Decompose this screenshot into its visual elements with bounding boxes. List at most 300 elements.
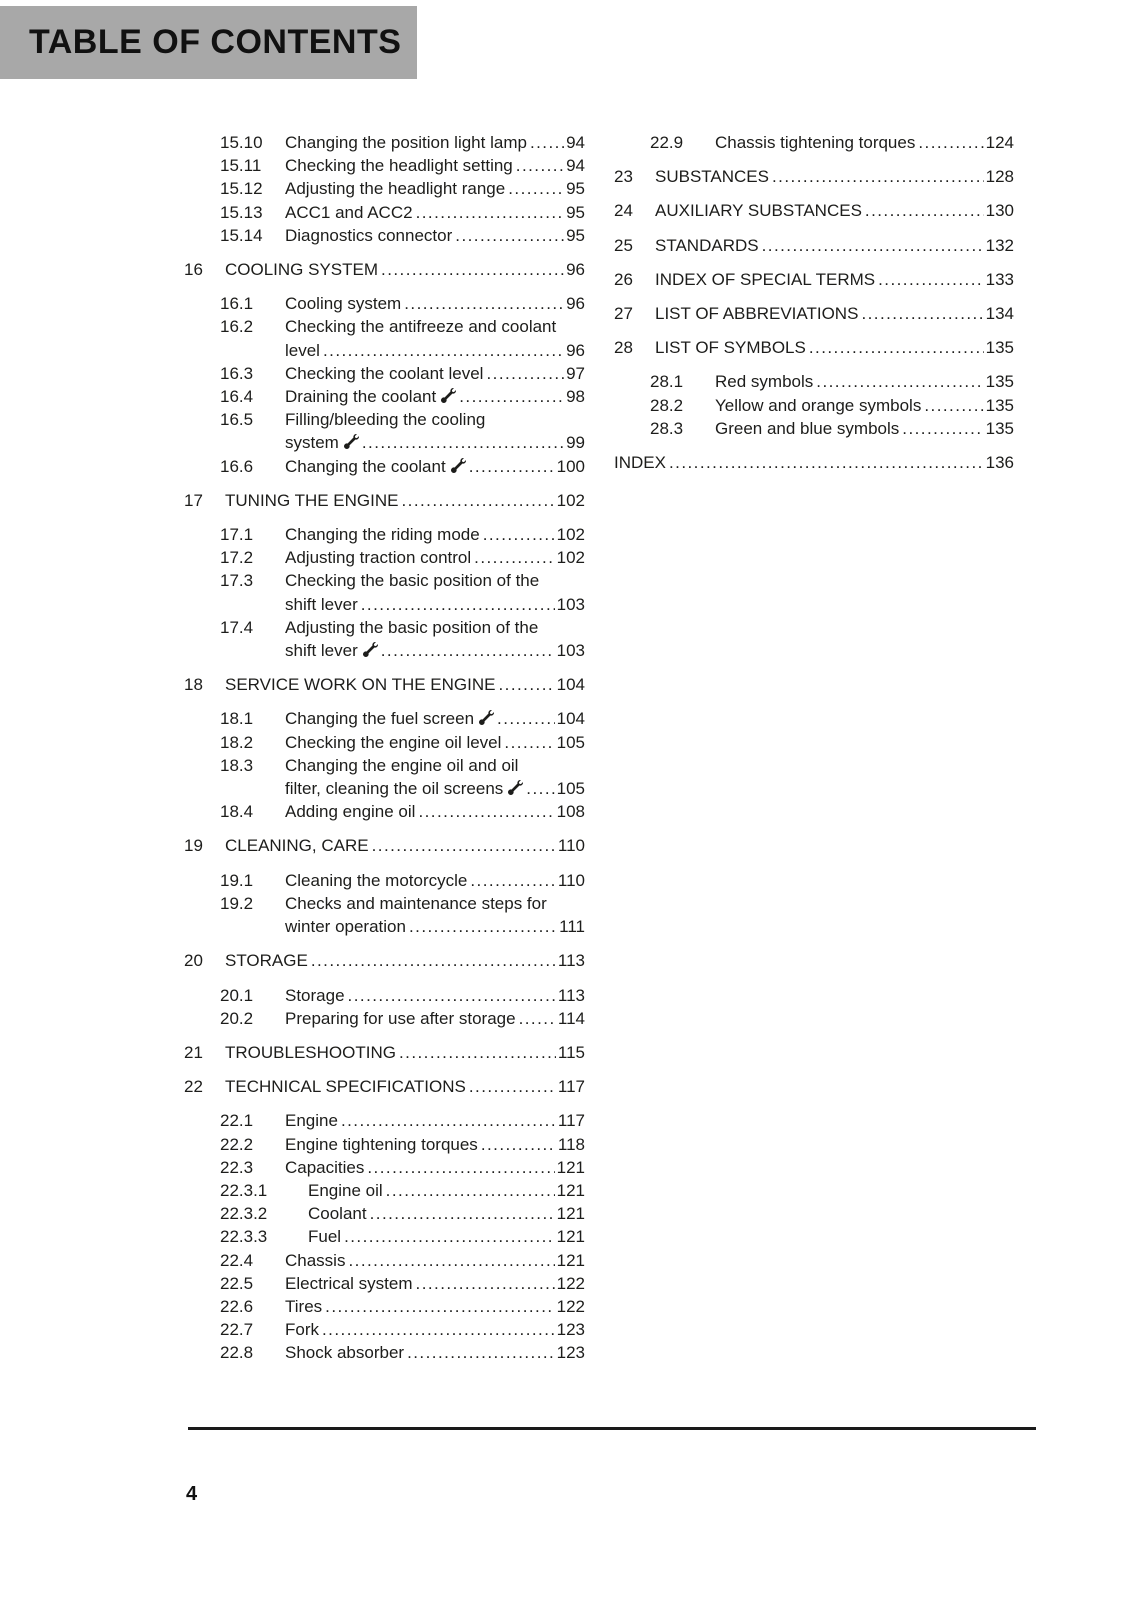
toc-entry-title: Cooling system xyxy=(285,294,402,314)
toc-entry-page: 115 xyxy=(557,1042,585,1062)
toc-entry xyxy=(184,362,585,385)
toc-entry xyxy=(614,370,1014,393)
toc-entry-title: system xyxy=(285,433,339,453)
leader-dots xyxy=(344,1225,555,1248)
toc-entry-page: 110 xyxy=(557,870,585,890)
leader-dots xyxy=(809,336,984,359)
toc-entry-last-line xyxy=(285,131,585,154)
toc-entry-number: 16.4 xyxy=(220,387,254,407)
leader-dots xyxy=(516,154,564,177)
toc-entry-title: winter operation xyxy=(285,917,406,937)
toc-entry-last-line xyxy=(285,777,585,800)
toc-entry-title: Changing the coolant xyxy=(285,456,446,476)
toc-entry xyxy=(184,616,585,662)
leader-dots xyxy=(381,258,564,281)
toc-entry-last-line xyxy=(655,234,1014,257)
leader-dots xyxy=(399,1041,556,1064)
leader-dots xyxy=(322,1318,555,1341)
toc-entry-title: Cleaning the motorcycle xyxy=(285,870,468,890)
toc-entry xyxy=(614,199,1014,222)
toc-entry-number: 28.3 xyxy=(650,418,684,438)
toc-entry-number: 22.3.3 xyxy=(220,1227,268,1247)
leader-dots xyxy=(498,673,554,696)
toc-entry-title-line: Checking the basic position of the xyxy=(285,571,540,591)
toc-entry xyxy=(184,834,585,857)
leader-dots xyxy=(772,165,984,188)
toc-entry-title-line: Filling/bleeding the cooling xyxy=(285,410,486,430)
toc-entry-last-line xyxy=(285,1272,585,1295)
toc-entry-page: 105 xyxy=(556,779,585,799)
toc-entry-number: 17.2 xyxy=(220,548,254,568)
leader-dots xyxy=(504,731,554,754)
toc-left-column xyxy=(184,131,585,1365)
toc-entry xyxy=(184,201,585,224)
toc-entry-title: level xyxy=(285,340,320,360)
toc-entry xyxy=(184,949,585,972)
toc-entry-number: 18.3 xyxy=(220,755,254,775)
toc-entry-page: 105 xyxy=(556,732,585,752)
toc-entry-last-line xyxy=(285,339,585,362)
toc-entry-number: 15.12 xyxy=(220,179,263,199)
toc-entry-number: 17.4 xyxy=(220,617,254,637)
toc-entry-last-line xyxy=(285,1156,585,1179)
leader-dots xyxy=(362,431,564,454)
footer-rule xyxy=(188,1427,1036,1430)
toc-entry-number: 16.3 xyxy=(220,363,254,383)
toc-entry-page: 121 xyxy=(556,1180,585,1200)
toc-entry-title: Fuel xyxy=(308,1227,342,1247)
toc-entry-last-line xyxy=(285,1295,585,1318)
leader-dots xyxy=(361,593,555,616)
toc-entry-title: Changing the riding mode xyxy=(285,525,480,545)
toc-entry xyxy=(184,1249,585,1272)
toc-entry xyxy=(184,455,585,478)
toc-entry-page: 95 xyxy=(566,179,585,199)
toc-entry-title: LIST OF ABBREVIATIONS xyxy=(655,304,859,324)
toc-entry-number: 20 xyxy=(184,951,203,971)
toc-entry-number: 22.3.1 xyxy=(220,1180,268,1200)
toc-entry-title: Chassis tightening torques xyxy=(715,133,916,152)
toc-entry xyxy=(184,1272,585,1295)
toc-entry-last-line xyxy=(285,1007,585,1030)
toc-entry xyxy=(184,673,585,696)
wrench-icon xyxy=(451,458,466,473)
toc-entry-number: 20.1 xyxy=(220,985,254,1005)
leader-dots xyxy=(508,177,564,200)
toc-entry-title: STORAGE xyxy=(225,951,308,971)
toc-entry-last-line xyxy=(715,394,1014,417)
leader-dots xyxy=(669,451,984,474)
toc-entry-last-line xyxy=(614,451,1014,474)
leader-dots xyxy=(530,131,564,154)
toc-entry-title: Changing the fuel screen xyxy=(285,709,475,729)
toc-entry xyxy=(614,417,1014,440)
leader-dots xyxy=(386,1179,555,1202)
toc-entry-last-line xyxy=(655,336,1014,359)
toc-entry-number: 23 xyxy=(614,167,633,187)
toc-entry xyxy=(184,292,585,315)
toc-entry-last-line xyxy=(285,292,585,315)
toc-entry-title: Preparing for use after storage xyxy=(285,1008,516,1028)
toc-entry-title: Changing the position light lamp xyxy=(285,133,527,152)
toc-entry-title: shift lever xyxy=(285,641,358,661)
toc-entry-last-line xyxy=(225,1075,585,1098)
toc-entry-title: Draining the coolant xyxy=(285,387,437,407)
toc-entry-page: 96 xyxy=(566,340,585,360)
toc-entry-title: Diagnostics connector xyxy=(285,225,453,245)
toc-entry-last-line xyxy=(715,370,1014,393)
toc-entry xyxy=(184,546,585,569)
toc-entry-number: 22.2 xyxy=(220,1134,254,1154)
page-number: 4 xyxy=(186,1483,198,1505)
toc-entry xyxy=(184,1156,585,1179)
wrench-icon xyxy=(479,710,494,725)
toc-entry-title-line: Changing the engine oil and oil xyxy=(285,755,519,775)
toc-entry-last-line xyxy=(715,417,1014,440)
leader-dots xyxy=(918,131,983,154)
toc-entry-number: 28 xyxy=(614,338,633,358)
leader-dots xyxy=(526,777,554,800)
toc-entry-title-line: Checking the antifreeze and coolant xyxy=(285,317,557,337)
toc-entry-number: 16 xyxy=(184,260,203,280)
toc-entry-page: 133 xyxy=(985,269,1014,289)
toc-entry-title: Engine tightening torques xyxy=(285,1134,478,1154)
toc-entry-last-line xyxy=(285,639,585,662)
toc-entry-page: 128 xyxy=(985,167,1014,187)
leader-dots xyxy=(497,707,555,730)
toc-entry-last-line xyxy=(285,593,585,616)
toc-entry-title: CLEANING, CARE xyxy=(225,836,369,856)
leader-dots xyxy=(325,1295,554,1318)
leader-dots xyxy=(469,455,555,478)
toc-entry-last-line xyxy=(285,455,585,478)
toc-entry-title: ACC1 and ACC2 xyxy=(285,202,413,222)
toc-entry xyxy=(184,1318,585,1341)
toc-entry-page: 96 xyxy=(566,260,585,280)
toc-entry-title: INDEX xyxy=(614,453,666,473)
toc-entry-title-line: Checks and maintenance steps for xyxy=(285,893,547,913)
toc-entry-number: 19 xyxy=(184,836,203,856)
toc-entry-title: Chassis xyxy=(285,1250,346,1270)
toc-entry-page: 132 xyxy=(985,235,1014,255)
toc-entry-title: Adjusting the headlight range xyxy=(285,179,506,199)
toc-entry xyxy=(184,800,585,823)
toc-entry-last-line xyxy=(285,869,585,892)
leader-dots xyxy=(367,1156,554,1179)
toc-right-column xyxy=(614,131,1014,485)
toc-entry-page: 118 xyxy=(557,1134,585,1154)
toc-entry-title: LIST OF SYMBOLS xyxy=(655,338,806,358)
toc-entry xyxy=(184,892,585,938)
toc-entry xyxy=(614,394,1014,417)
leader-dots xyxy=(416,201,565,224)
toc-entry-number: 15.13 xyxy=(220,202,263,222)
toc-entry-page: 130 xyxy=(985,201,1014,221)
toc-entry-title: Checking the coolant level xyxy=(285,363,484,383)
toc-banner xyxy=(0,6,417,79)
toc-entry-title: Adjusting traction control xyxy=(285,548,472,568)
leader-dots xyxy=(418,800,554,823)
toc-entry-page: 114 xyxy=(557,1008,585,1028)
leader-dots xyxy=(341,1109,556,1132)
toc-entry xyxy=(184,731,585,754)
toc-entry-number: 18.1 xyxy=(220,709,254,729)
toc-entry xyxy=(184,258,585,281)
toc-entry-number: 22 xyxy=(184,1077,203,1097)
toc-entry-title: filter, cleaning the oil screens xyxy=(285,779,504,799)
toc-entry-last-line xyxy=(285,362,585,385)
toc-entry-last-line xyxy=(285,731,585,754)
toc-entry-page: 108 xyxy=(556,802,585,822)
toc-entry-title: Fork xyxy=(285,1320,319,1340)
toc-entry-title: Adding engine oil xyxy=(285,802,416,822)
wrench-icon xyxy=(508,780,523,795)
toc-entry-title: Shock absorber xyxy=(285,1343,405,1363)
leader-dots xyxy=(474,546,554,569)
leader-dots xyxy=(924,394,983,417)
toc-entry-last-line xyxy=(655,268,1014,291)
toc-entry-title: SUBSTANCES xyxy=(655,167,769,187)
wrench-icon xyxy=(363,642,378,657)
toc-entry-page: 124 xyxy=(985,133,1014,152)
toc-entry-last-line xyxy=(308,1179,585,1202)
toc-entry-title: Storage xyxy=(285,985,345,1005)
leader-dots xyxy=(459,385,564,408)
toc-entry-number: 22.5 xyxy=(220,1273,254,1293)
toc-entry-page: 95 xyxy=(566,202,585,222)
toc-entry-last-line xyxy=(225,489,585,512)
toc-entry-page: 113 xyxy=(557,951,585,971)
leader-dots xyxy=(902,417,983,440)
leader-dots xyxy=(416,1272,555,1295)
toc-entry-number: 22.7 xyxy=(220,1320,254,1340)
toc-entry-number: 22.8 xyxy=(220,1343,254,1363)
toc-entry-last-line xyxy=(285,523,585,546)
toc-entry-number: 22.3.2 xyxy=(220,1204,268,1224)
toc-entry-last-line xyxy=(715,131,1014,154)
toc-entry-last-line xyxy=(285,1318,585,1341)
toc-entry-page: 123 xyxy=(556,1320,585,1340)
toc-entry-page: 102 xyxy=(556,548,585,568)
leader-dots xyxy=(861,302,983,325)
toc-entry-last-line xyxy=(655,199,1014,222)
toc-entry xyxy=(184,385,585,408)
toc-entry-title: SERVICE WORK ON THE ENGINE xyxy=(225,675,496,695)
toc-entry-last-line xyxy=(285,385,585,408)
leader-dots xyxy=(481,1133,556,1156)
toc-entry-page: 122 xyxy=(556,1273,585,1293)
leader-dots xyxy=(381,639,555,662)
toc-entry-title: AUXILIARY SUBSTANCES xyxy=(655,201,862,221)
toc-entry-last-line xyxy=(285,1341,585,1364)
toc-entry xyxy=(184,1341,585,1364)
leader-dots xyxy=(762,234,984,257)
toc-entry-title: Electrical system xyxy=(285,1273,413,1293)
toc-entry-title: Engine xyxy=(285,1111,338,1131)
toc-entry-last-line xyxy=(285,431,585,454)
toc-entry-page: 117 xyxy=(557,1111,585,1131)
toc-entry-number: 17.3 xyxy=(220,571,254,591)
toc-entry-page: 99 xyxy=(566,433,585,453)
toc-entry-number: 15.14 xyxy=(220,225,263,245)
toc-entry-last-line xyxy=(285,177,585,200)
toc-entry-page: 135 xyxy=(985,338,1014,358)
leader-dots xyxy=(401,489,554,512)
leader-dots xyxy=(348,1249,554,1272)
toc-entry-title: INDEX OF SPECIAL TERMS xyxy=(655,269,876,289)
toc-entry-page: 135 xyxy=(985,372,1014,392)
toc-entry-last-line xyxy=(225,258,585,281)
toc-entry-last-line xyxy=(285,984,585,1007)
toc-entry-page: 104 xyxy=(556,709,585,729)
toc-entry-title: COOLING SYSTEM xyxy=(225,260,379,280)
toc-entry-number: 19.1 xyxy=(220,870,254,890)
leader-dots xyxy=(404,292,564,315)
leader-dots xyxy=(348,984,556,1007)
toc-entry-title: Engine oil xyxy=(308,1180,383,1200)
toc-entry xyxy=(184,754,585,800)
toc-entry xyxy=(184,224,585,247)
toc-entry-last-line xyxy=(285,1133,585,1156)
leader-dots xyxy=(878,268,984,291)
toc-entry-number: 20.2 xyxy=(220,1008,254,1028)
toc-entry-page: 103 xyxy=(556,641,585,661)
toc-entry-title: Red symbols xyxy=(715,372,814,392)
toc-entry-last-line xyxy=(285,154,585,177)
toc-entry xyxy=(184,131,585,154)
toc-entry-last-line xyxy=(655,165,1014,188)
toc-entry-title: Coolant xyxy=(308,1204,367,1224)
toc-entry-page: 95 xyxy=(566,225,585,245)
toc-entry xyxy=(184,315,585,361)
toc-entry-number: 16.1 xyxy=(220,294,254,314)
toc-entry-title: TECHNICAL SPECIFICATIONS xyxy=(225,1077,466,1097)
toc-entry-number: 18.4 xyxy=(220,802,254,822)
toc-entry-number: 28.1 xyxy=(650,372,684,392)
toc-entry-page: 121 xyxy=(556,1204,585,1224)
toc-entry-title: Capacities xyxy=(285,1157,365,1177)
toc-entry-title: Checking the engine oil level xyxy=(285,732,502,752)
toc-entry xyxy=(184,869,585,892)
toc-entry-page: 122 xyxy=(556,1296,585,1316)
toc-entry-last-line xyxy=(285,915,585,938)
toc-entry-number: 15.11 xyxy=(220,156,262,176)
toc-entry-page: 117 xyxy=(557,1077,585,1097)
toc-entry xyxy=(614,268,1014,291)
page-title: TABLE OF CONTENTS xyxy=(29,23,402,61)
toc-entry-number: 22.4 xyxy=(220,1250,254,1270)
toc-entry xyxy=(184,1295,585,1318)
toc-entry-last-line xyxy=(225,949,585,972)
toc-entry-page: 96 xyxy=(566,294,585,314)
toc-entry-number: 22.6 xyxy=(220,1296,254,1316)
toc-entry-number: 22.9 xyxy=(650,133,684,152)
toc-entry-number: 24 xyxy=(614,201,633,221)
leader-dots xyxy=(455,224,564,247)
leader-dots xyxy=(469,1075,556,1098)
leader-dots xyxy=(370,1202,555,1225)
toc-entry xyxy=(184,1133,585,1156)
toc-entry-last-line xyxy=(285,707,585,730)
toc-entry xyxy=(614,451,1014,474)
toc-entry-page: 121 xyxy=(556,1157,585,1177)
toc-entry-title: Tires xyxy=(285,1296,323,1316)
toc-entry-number: 17 xyxy=(184,490,203,510)
toc-entry-page: 121 xyxy=(556,1227,585,1247)
toc-entry xyxy=(184,177,585,200)
toc-entry-page: 136 xyxy=(985,453,1014,473)
toc-entry-number: 15.10 xyxy=(220,133,263,152)
toc-entry-page: 94 xyxy=(566,133,585,152)
toc-entry-title: STANDARDS xyxy=(655,235,759,255)
leader-dots xyxy=(816,370,983,393)
toc-entry-last-line xyxy=(225,673,585,696)
toc-entry-title: Green and blue symbols xyxy=(715,418,900,438)
toc-entry xyxy=(184,1109,585,1132)
toc-entry-number: 16.2 xyxy=(220,317,254,337)
toc-entry xyxy=(184,1041,585,1064)
toc-entry xyxy=(184,154,585,177)
toc-entry-page: 102 xyxy=(556,490,585,510)
toc-entry-last-line xyxy=(655,302,1014,325)
toc-entry xyxy=(184,1007,585,1030)
toc-entry-number: 22.3 xyxy=(220,1157,254,1177)
toc-entry xyxy=(184,1202,585,1225)
leader-dots xyxy=(865,199,984,222)
toc-entry xyxy=(184,408,585,454)
toc-entry-page: 135 xyxy=(985,418,1014,438)
leader-dots xyxy=(486,362,564,385)
toc-entry-number: 21 xyxy=(184,1042,203,1062)
toc-entry-number: 18 xyxy=(184,675,203,695)
wrench-icon xyxy=(344,434,359,449)
leader-dots xyxy=(409,915,557,938)
leader-dots xyxy=(311,949,556,972)
toc-entry-page: 134 xyxy=(985,304,1014,324)
leader-dots xyxy=(483,523,555,546)
toc-entry xyxy=(184,707,585,730)
toc-entry-title: TROUBLESHOOTING xyxy=(225,1042,396,1062)
toc-entry-page: 104 xyxy=(556,675,585,695)
toc-entry xyxy=(614,165,1014,188)
toc-entry-number: 27 xyxy=(614,304,633,324)
toc-entry xyxy=(184,523,585,546)
toc-entry-number: 22.1 xyxy=(220,1111,254,1131)
toc-entry-last-line xyxy=(285,201,585,224)
toc-entry-last-line xyxy=(285,1109,585,1132)
toc-entry-last-line xyxy=(285,1249,585,1272)
toc-entry-number: 17.1 xyxy=(220,525,254,545)
leader-dots xyxy=(519,1007,556,1030)
toc-entry-last-line xyxy=(308,1225,585,1248)
toc-entry-title-line: Adjusting the basic position of the xyxy=(285,617,539,637)
wrench-icon xyxy=(441,388,456,403)
toc-entry-title: shift lever xyxy=(285,594,358,614)
toc-entry-number: 18.2 xyxy=(220,732,254,752)
toc-entry-last-line xyxy=(225,1041,585,1064)
toc-entry-title: TUNING THE ENGINE xyxy=(225,490,399,510)
toc-entry-page: 103 xyxy=(556,594,585,614)
toc-entry xyxy=(184,1225,585,1248)
leader-dots xyxy=(372,834,556,857)
toc-entry-page: 97 xyxy=(566,363,585,383)
toc-entry-page: 135 xyxy=(985,395,1014,415)
toc-entry-title: Yellow and orange symbols xyxy=(715,395,922,415)
toc-entry xyxy=(184,1179,585,1202)
leader-dots xyxy=(470,869,556,892)
toc-entry-last-line xyxy=(285,800,585,823)
toc-entry-number: 28.2 xyxy=(650,395,684,415)
